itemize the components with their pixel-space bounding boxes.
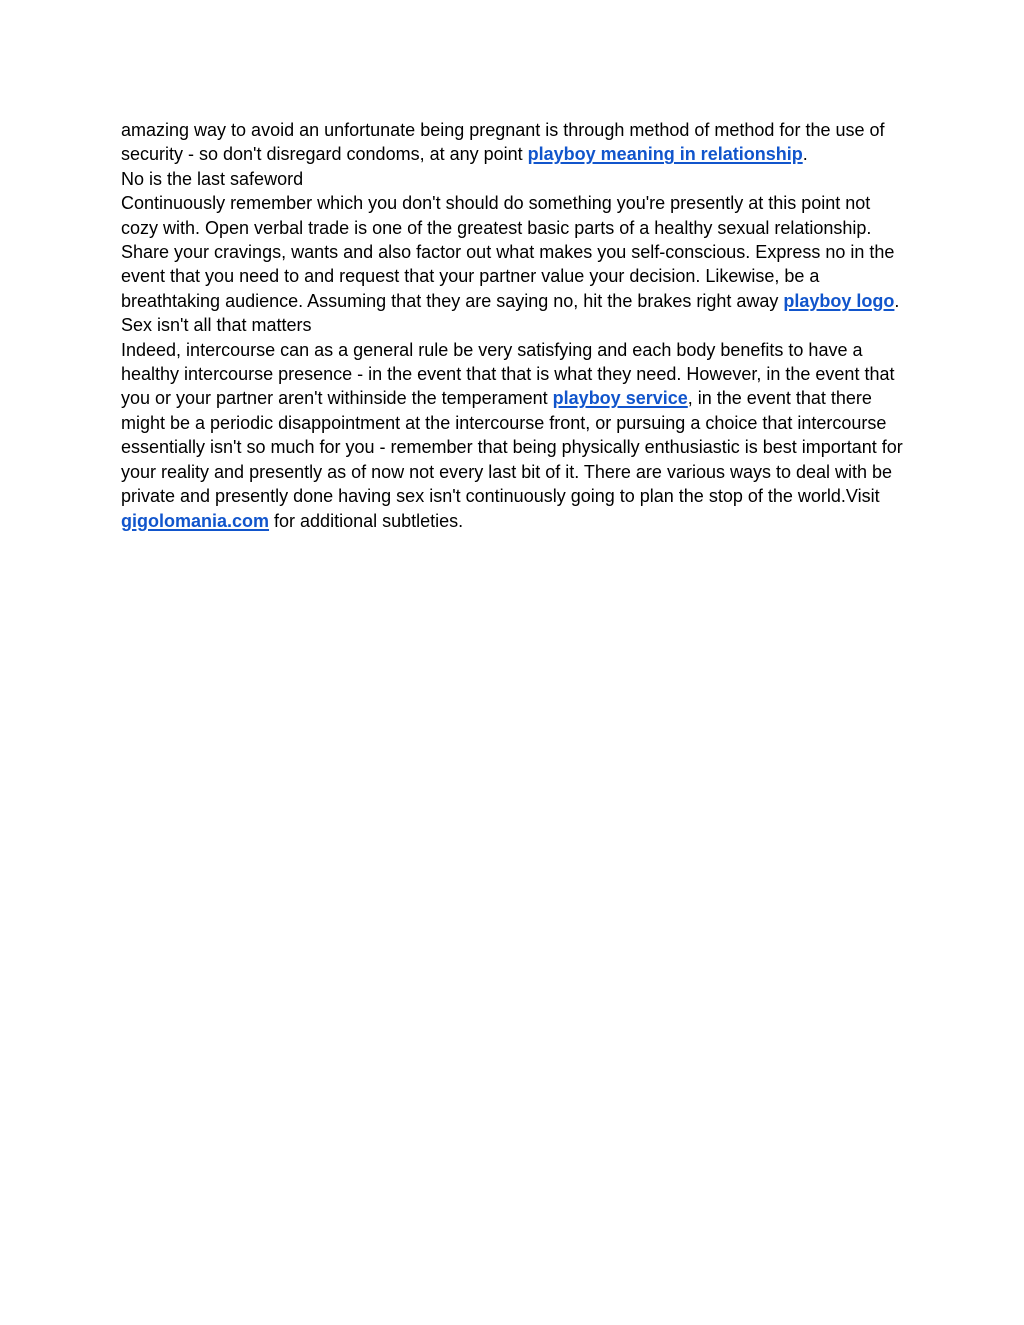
paragraph-text: . (894, 290, 900, 311)
heading-safeword: No is the last safeword (121, 168, 304, 189)
paragraph-text: Continuously remember which you don't should do something you're presently at this point not cozy with. Open verbal trade is one of the greatest basic parts of a healthy sexual relationship. Share your cravings, wants and also factor out what makes you self-conscious. Express no in the event that you need to and request that your partner value your decision. Likewise, be a breathtaking audience. Assuming that they are saying no, hit the brakes right away (121, 193, 895, 311)
paragraph-communication (121, 191, 907, 313)
paragraph-text: , in the event that there might be a periodic disappointment at the intercourse front, or pursuing a choice that intercourse essentially isn't so much for you - remember that being physically enthusiastic is best important for your reality and presently as of now not every last bit of it. There are various ways to deal with be private and presently done having sex isn't continuously going to plan the stop of the world.Visit (121, 388, 903, 507)
paragraph-text: . (802, 144, 808, 165)
link-playboy-service[interactable]: playboy service (552, 388, 688, 409)
link-playboy-logo[interactable]: playboy logo (783, 290, 895, 311)
paragraph-condoms (121, 118, 907, 167)
link-playboy-meaning-in-relationship[interactable]: playboy meaning in relationship (527, 144, 803, 165)
link-gigolomania[interactable]: gigolomania.com (121, 510, 270, 531)
document-body (121, 118, 907, 533)
heading-sex-isnt-all: Sex isn't all that matters (121, 315, 312, 336)
paragraph-text: for additional subtleties. (269, 510, 464, 531)
paragraph-text: Indeed, intercourse can as a general rule be very satisfying and each body benefits to have a healthy intercourse presence - in the event that that is what they need. However, in the event that you or your partner aren't withinside the temperament (121, 339, 895, 409)
paragraph-text: amazing way to avoid an unfortunate being pregnant is through method of method for the use of security - so don't disregard condoms, at any point (121, 120, 885, 165)
paragraph-intercourse (121, 338, 907, 533)
